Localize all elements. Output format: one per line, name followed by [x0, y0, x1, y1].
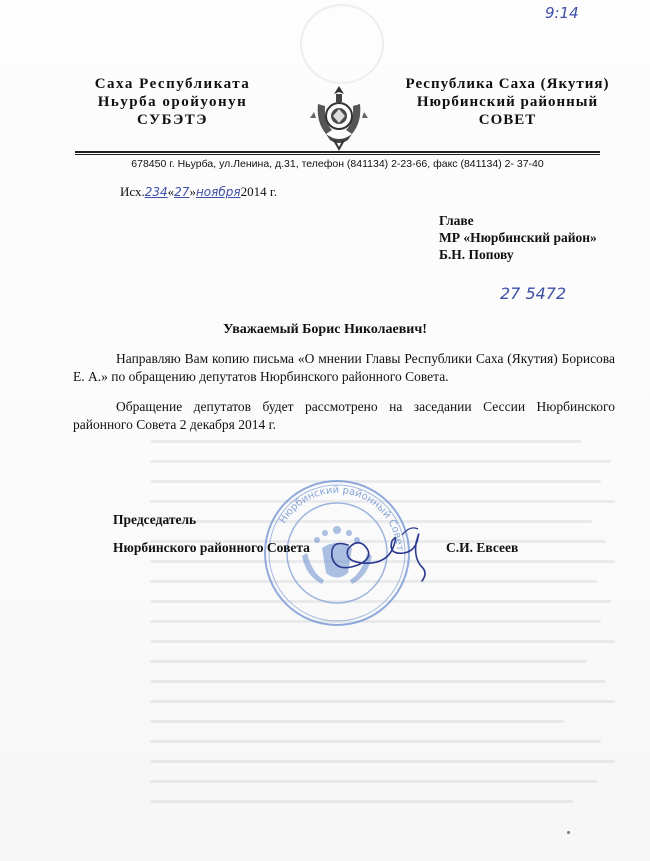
coat-of-arms-emblem-icon — [308, 82, 370, 152]
letterhead-left-line-2: Ньурба оройуонун — [97, 94, 248, 110]
signatory-organization: Нюрбинского районного Совета — [113, 540, 310, 555]
addressee-line-3: Б.Н. Попову — [439, 247, 514, 262]
bleed-through-emblem — [300, 4, 384, 84]
outgoing-quote-close: » — [189, 184, 196, 199]
addressee-line-2: МР «Нюрбинский район» — [439, 230, 597, 245]
address-line: 678450 г. Ньурба, ул.Ленина, д.31, телефон (841134) 2-23-66, факс (841134) 2- 37-40 — [131, 158, 544, 170]
addressee-block — [439, 212, 597, 263]
outgoing-reg-number: 234 — [144, 185, 168, 199]
letterhead-right-line-1: Республика Саха (Якутия) — [405, 76, 610, 92]
outgoing-year: 2014 г. — [240, 184, 277, 199]
letterhead-rule-thick — [75, 151, 600, 153]
letterhead-left-line-3: СУБЭТЭ — [137, 112, 208, 128]
body-paragraph-1: Направляю Вам копию письма «О мнении Главы Республики Саха (Якутия) Борисова Е. А.» по обращению депутатов Нюрбинского районного Совета. — [73, 351, 615, 384]
page-mark — [567, 831, 570, 834]
outgoing-prefix: Исх. — [120, 184, 145, 199]
outgoing-day: 27 — [174, 185, 190, 199]
letterhead-right-line-3: СОВЕТ — [478, 112, 537, 128]
salutation: Уважаемый Борис Николаевич! — [223, 322, 427, 337]
letterhead-left — [70, 75, 275, 129]
handwritten-registration-number: 27 5472 — [500, 284, 567, 303]
letterhead-right — [380, 75, 635, 129]
letterhead-right-line-2: Нюрбинский районный — [416, 94, 599, 110]
handwritten-time: 9:14 — [545, 4, 579, 22]
addressee-line-1: Главе — [439, 213, 474, 228]
signatory-name: С.И. Евсеев — [446, 540, 519, 555]
signatory-title: Председатель — [113, 512, 197, 527]
handwritten-signature-icon — [318, 515, 448, 585]
body-paragraph-2: Обращение депутатов будет рассмотрено на заседании Сессии Нюрбинского районного Совета 2 декабря 2014 г. — [73, 399, 615, 432]
letterhead-rule-thin — [75, 154, 600, 155]
letterhead-left-line-1: Саха Республиката — [94, 76, 251, 92]
stamp-ring-text: Нюрбинский районный Совет — [277, 484, 406, 552]
outgoing-quote-open: « — [167, 184, 175, 199]
outgoing-number — [120, 184, 277, 200]
outgoing-month: ноября — [195, 185, 241, 199]
